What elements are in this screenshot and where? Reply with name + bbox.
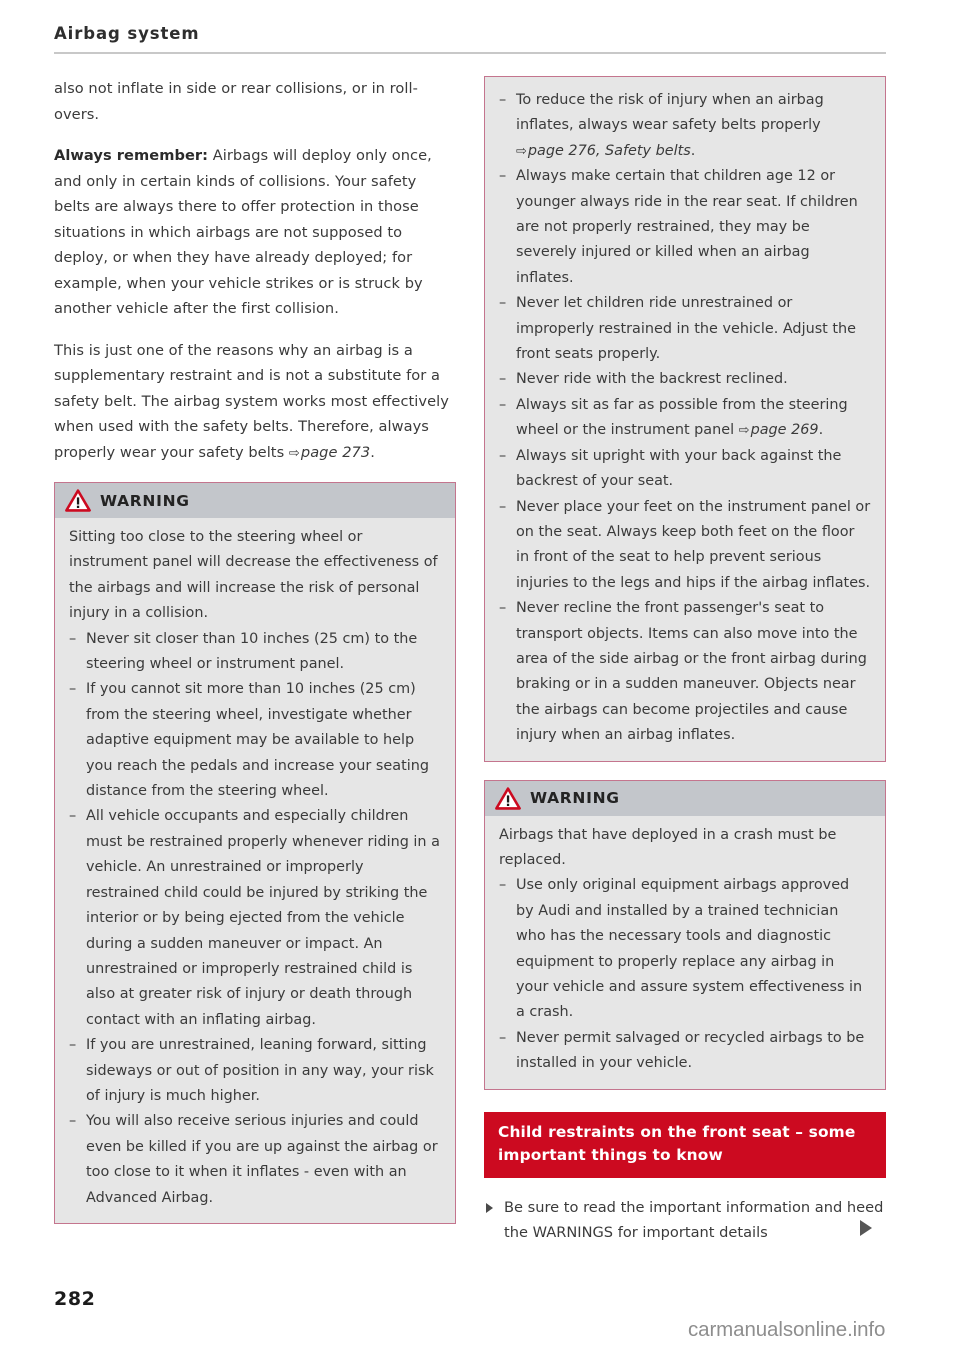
paragraph-text: also not inflate in side or rear collisions, or in roll-overs. [54,80,418,123]
warning-box [54,482,456,1224]
warning-box-label: WARNING [100,491,190,510]
list-item-text: Never ride with the backrest reclined. [516,371,788,388]
dash-bullet-icon: – [499,168,507,185]
list-item-text: All vehicle occupants and especially children must be restrained properly whenever riding in a vehicle. An unrestrained or improperly restrained child could be injured by striking the interior or by being ejected from the vehicle during a sudden maneuver or impact. An unrestrained or improperly restrained child is also at greater risk of injury or death through contact with an inflating airbag. [86,808,440,1028]
warning-triangle-icon [65,489,91,512]
list-item [499,291,871,367]
right-column [484,76,886,1246]
list-item-text: Never permit salvaged or recycled airbags to be installed in your vehicle. [516,1029,865,1072]
list-item [69,804,441,1033]
cross-reference-label: page 273 [300,443,371,461]
list-item [499,1026,871,1077]
list-item [499,367,871,392]
paragraph [54,76,456,127]
list-item [499,88,871,164]
left-column [54,76,456,1246]
paragraph [54,143,456,322]
list-item-text: Never let children ride unrestrained or improperly restrained in the vehicle. Adjust the front seats properly. [516,295,857,363]
dash-bullet-icon: – [499,92,507,108]
dash-bullet-icon: – [499,600,507,617]
paragraph-lead-in: Always remember: [54,147,209,164]
warning-box-header [55,483,455,518]
dash-bullet-icon: – [69,1037,77,1054]
warning-item-list [69,627,441,1211]
dash-bullet-icon: – [499,447,507,464]
list-item-text: To reduce the risk of injury when an airbag inflates, always wear safety belts properly [516,92,824,134]
list-item-text-tail: . [690,142,696,159]
dash-bullet-icon: – [499,498,507,515]
arrow-right-icon: ⇨ [516,143,527,159]
section-heading: Child restraints on the front seat – some important things to know [484,1112,886,1178]
dash-bullet-icon: – [69,681,77,698]
warning-item-list [499,88,871,749]
warning-intro-text: Airbags that have deployed in a crash must be replaced. [499,826,837,868]
cross-reference[interactable] [289,444,370,461]
dash-bullet-icon: – [69,630,77,647]
page-header [54,24,886,54]
paragraph-text: Airbags will deploy only once, and only in certain kinds of collisions. Your safety belts are always there to offer protection in those situations in which airbags are not supposed to deploy, or when they have already deployed; for example, when your vehicle strikes or is struck by another vehicle after the first collision. [54,147,432,317]
arrow-right-icon: ⇨ [288,445,300,461]
list-item [499,495,871,597]
list-item [69,677,441,804]
cross-reference-label: page 276, Safety belts [527,142,691,159]
warning-intro-text: Sitting too close to the steering wheel or instrument panel will decrease the effectiveness of the airbags and will increase the risk of personal injury in a collision. [69,529,438,622]
list-item-text: Always sit upright with your back against the backrest of your seat. [516,447,842,490]
header-divider [54,52,886,54]
content-columns [54,76,886,1246]
list-item-text-tail: . [818,422,824,439]
list-item-text: Never place your feet on the instrument panel or on the seat. Always keep both feet on the floor in front of the seat to help prevent serious injuries to the legs and hips if the airbag inflates. [516,498,871,591]
continued-warning-box-body [485,77,885,761]
cross-reference[interactable] [516,143,691,159]
cross-reference[interactable] [739,422,819,438]
dash-bullet-icon: – [69,1113,77,1130]
warning-triangle-icon [495,787,521,810]
dash-bullet-icon: – [499,1029,507,1046]
list-item-text: If you are unrestrained, leaning forward, sitting sideways or out of position in any way, your risk of injury is much higher. [86,1037,434,1104]
warning-box-label: WARNING [530,789,620,808]
warning-item-list [499,873,871,1076]
list-item-text: Be sure to read the important information and heed the WARNINGS for important details [504,1198,884,1242]
paragraph-text-tail: . [370,443,375,461]
list-item-text: Always sit as far as possible from the steering wheel or the instrument panel [516,396,848,439]
list-item-text: Never sit closer than 10 inches (25 cm) to the steering wheel or instrument panel. [86,630,418,673]
warning-box-body [485,816,885,1089]
dash-bullet-icon: – [69,808,77,825]
watermark: carmanualsonline.info [688,1318,886,1341]
triangle-bullet-icon [486,1203,493,1213]
cross-reference-label: page 269 [750,422,819,439]
list-item [69,1109,441,1211]
page-number: 282 [54,1288,96,1310]
dash-bullet-icon: – [499,371,507,388]
list-item-text: If you cannot sit more than 10 inches (25 cm) from the steering wheel, investigate whether adaptive equipment may be available to help you reach the pedals and increase your seating distance from the steering wheel. [86,681,429,800]
dash-bullet-icon: – [499,396,507,413]
paragraph [54,338,456,467]
arrow-right-icon: ⇨ [738,423,750,439]
dash-bullet-icon: – [499,295,507,312]
list-item [484,1195,886,1246]
list-item [69,627,441,678]
warning-box [484,780,886,1090]
list-item-text: Always make certain that children age 12 or younger always ride in the rear seat. If children are not properly restrained, they may be severely injured or killed when an airbag inflates. [516,168,858,286]
list-item [499,596,871,748]
list-item [69,1033,441,1109]
list-item-text: Use only original equipment airbags approved by Audi and installed by a trained technician who has the necessary tools and diagnostic equipment to properly replace any airbag in your vehicle and assure system effectiveness in a crash. [516,877,863,1021]
instruction-list [484,1195,886,1246]
paragraph-text: This is just one of the reasons why an airbag is a supplementary restraint and is not a substitute for a safety belt. The airbag system works most effectively when used with the safety belts. Therefore, always properly wear your safety belts [54,341,449,461]
list-item [499,873,871,1025]
continued-warning-box [484,76,886,762]
list-item-text: Never recline the front passenger's seat to transport objects. Items can also move into the area of the side airbag or the front airbag during braking or in a sudden maneuver. Objects near the airbags can become projectiles and cause injury when an airbag inflates. [516,600,867,744]
warning-box-body [55,518,455,1223]
page-title: Airbag system [54,24,200,43]
list-item [499,393,871,444]
list-item [499,444,871,495]
warning-box-header [485,781,885,816]
continue-arrow-icon [860,1220,872,1236]
list-item [499,164,871,291]
dash-bullet-icon: – [499,877,507,894]
list-item-text: You will also receive serious injuries and could even be killed if you are up against the airbag or too close to it when it inflates - even with an Advanced Airbag. [86,1113,438,1206]
